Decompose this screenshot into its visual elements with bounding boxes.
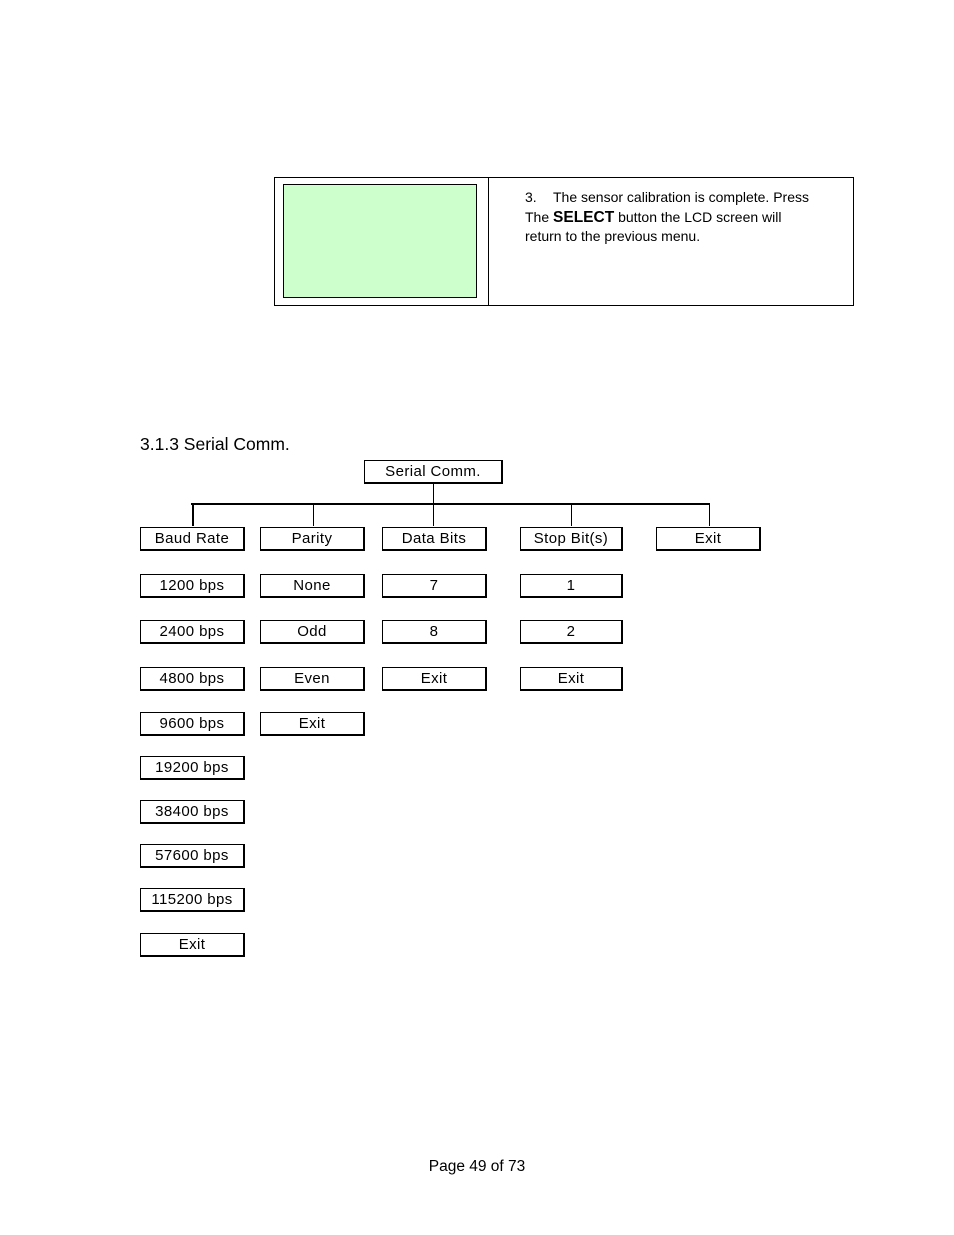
menu-item-stop-bits-exit: Exit (520, 667, 623, 691)
connector-parity (313, 504, 314, 526)
menu-item-115200-bps: 115200 bps (140, 888, 245, 912)
tree-root-serial-comm: Serial Comm. (364, 460, 503, 484)
menu-item-1200-bps: 1200 bps (140, 574, 245, 598)
menu-item-baud-exit: Exit (140, 933, 245, 957)
instruction-line-3: return to the previous menu. (525, 228, 701, 244)
menu-item-1: 1 (520, 574, 623, 598)
menu-item-even: Even (260, 667, 365, 691)
menu-item-data-bits-exit: Exit (382, 667, 487, 691)
connector-baud-rate (192, 504, 194, 526)
instruction-line-1: The sensor calibration is complete. Press (553, 189, 809, 205)
connector-stop-bits (571, 504, 572, 526)
select-button-label: SELECT (553, 208, 615, 226)
menu-item-2: 2 (520, 620, 623, 644)
menu-header-baud-rate: Baud Rate (140, 527, 245, 551)
page-footer: Page 49 of 73 (428, 1158, 526, 1175)
menu-item-parity-exit: Exit (260, 712, 365, 736)
menu-item-9600-bps: 9600 bps (140, 712, 245, 736)
step-number: 3. (525, 189, 537, 205)
menu-item-8: 8 (382, 620, 487, 644)
menu-item-38400-bps: 38400 bps (140, 800, 245, 824)
menu-header-exit: Exit (656, 527, 761, 551)
root-connector (433, 483, 434, 504)
table-divider (488, 178, 489, 305)
menu-item-7: 7 (382, 574, 487, 598)
menu-header-data-bits: Data Bits (382, 527, 487, 551)
menu-item-19200-bps: 19200 bps (140, 756, 245, 780)
connector-data-bits (433, 504, 434, 526)
instruction-table (274, 177, 854, 306)
instruction-text (525, 188, 845, 247)
menu-item-none: None (260, 574, 365, 598)
section-heading: 3.1.3 Serial Comm. (140, 434, 290, 454)
menu-item-odd: Odd (260, 620, 365, 644)
menu-header-stop-bits: Stop Bit(s) (520, 527, 623, 551)
menu-item-2400-bps: 2400 bps (140, 620, 245, 644)
branch-line (191, 503, 710, 505)
menu-item-4800-bps: 4800 bps (140, 667, 245, 691)
instruction-line-2: button the LCD screen will (618, 208, 782, 225)
menu-item-57600-bps: 57600 bps (140, 844, 245, 868)
menu-header-parity: Parity (260, 527, 365, 551)
instruction-the: The (525, 208, 550, 225)
lcd-screen-image (283, 184, 477, 298)
connector-exit (709, 504, 710, 526)
